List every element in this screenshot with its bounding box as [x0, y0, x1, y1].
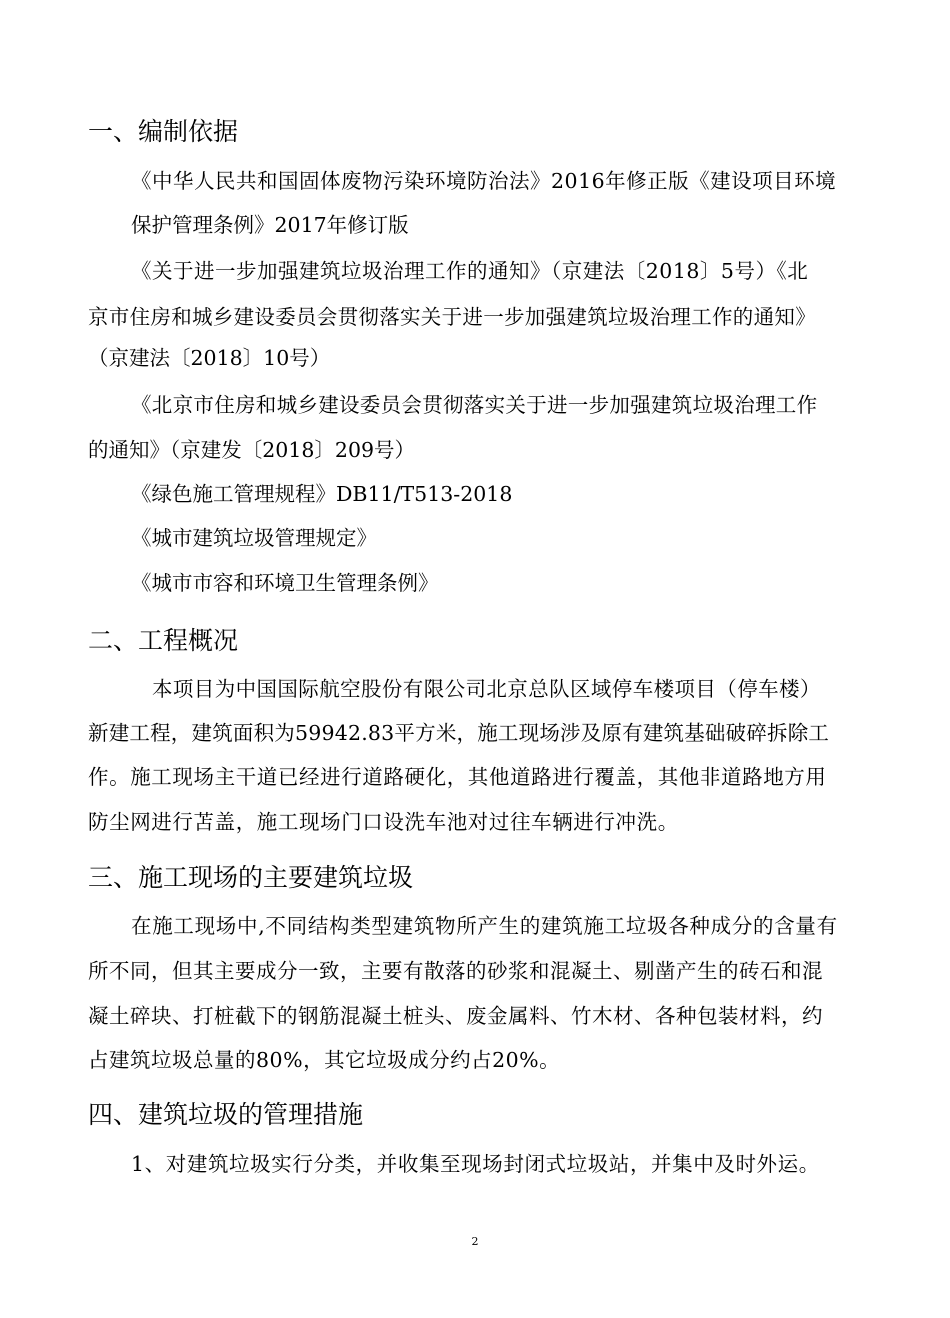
section-heading-measures: 四、建筑垃圾的管理措施: [88, 1100, 364, 1129]
overview-line: 作。施工现场主干道已经进行道路硬化，其他道路进行覆盖，其他非道路地方用: [88, 765, 827, 789]
main-waste-line: 所不同，但其主要成分一致，主要有散落的砂浆和混凝土、剔凿产生的砖石和混: [88, 959, 823, 983]
overview-line: 防尘网进行苫盖，施工现场门口设洗车池对过往车辆进行冲洗。: [88, 810, 679, 834]
basis-line: 《城市建筑垃圾管理规定》: [131, 526, 377, 550]
overview-line: 新建工程，建筑面积为59942.83平方米，施工现场涉及原有建筑基础破碎拆除工: [88, 721, 830, 745]
basis-line: 《绿色施工管理规程》DB11/T513-2018: [131, 482, 513, 506]
section-heading-overview: 二、工程概况: [88, 626, 239, 655]
main-waste-line: 凝土碎块、打桩截下的钢筋混凝土桩头、废金属料、竹木材、各种包装材料，约: [88, 1004, 823, 1028]
basis-line: 《北京市住房和城乡建设委员会贯彻落实关于进一步加强建筑垃圾治理工作: [131, 393, 818, 417]
basis-line: 保护管理条例》2017年修订版: [131, 213, 409, 237]
main-waste-line: 占建筑垃圾总量的80%，其它垃圾成分约占20%。: [88, 1048, 561, 1072]
section-heading-main-waste: 三、施工现场的主要建筑垃圾: [88, 863, 414, 892]
basis-line: 《关于进一步加强建筑垃圾治理工作的通知》（京建法〔2018〕5号）《北: [131, 259, 809, 283]
basis-line: 京市住房和城乡建设委员会贯彻落实关于进一步加强建筑垃圾治理工作的通知》: [88, 305, 816, 329]
page-number: 2: [471, 1235, 479, 1248]
overview-line: 本项目为中国国际航空股份有限公司北京总队区域停车楼项目（停车楼）: [152, 677, 821, 701]
basis-line: 的通知》（京建发〔2018〕209号）: [88, 438, 416, 462]
basis-line: （京建法〔2018〕10号）: [88, 346, 331, 370]
main-waste-line: 在施工现场中,不同结构类型建筑物所产生的建筑施工垃圾各种成分的含量有: [131, 914, 838, 938]
measures-line: 1、对建筑垃圾实行分类，并收集至现场封闭式垃圾站，并集中及时外运。: [131, 1152, 820, 1176]
section-heading-basis: 一、编制依据: [88, 117, 239, 146]
basis-line: 《中华人民共和国固体废物污染环境防治法》2016年修正版《建设项目环境: [131, 169, 837, 193]
basis-line: 《城市市容和环境卫生管理条例》: [131, 571, 439, 595]
